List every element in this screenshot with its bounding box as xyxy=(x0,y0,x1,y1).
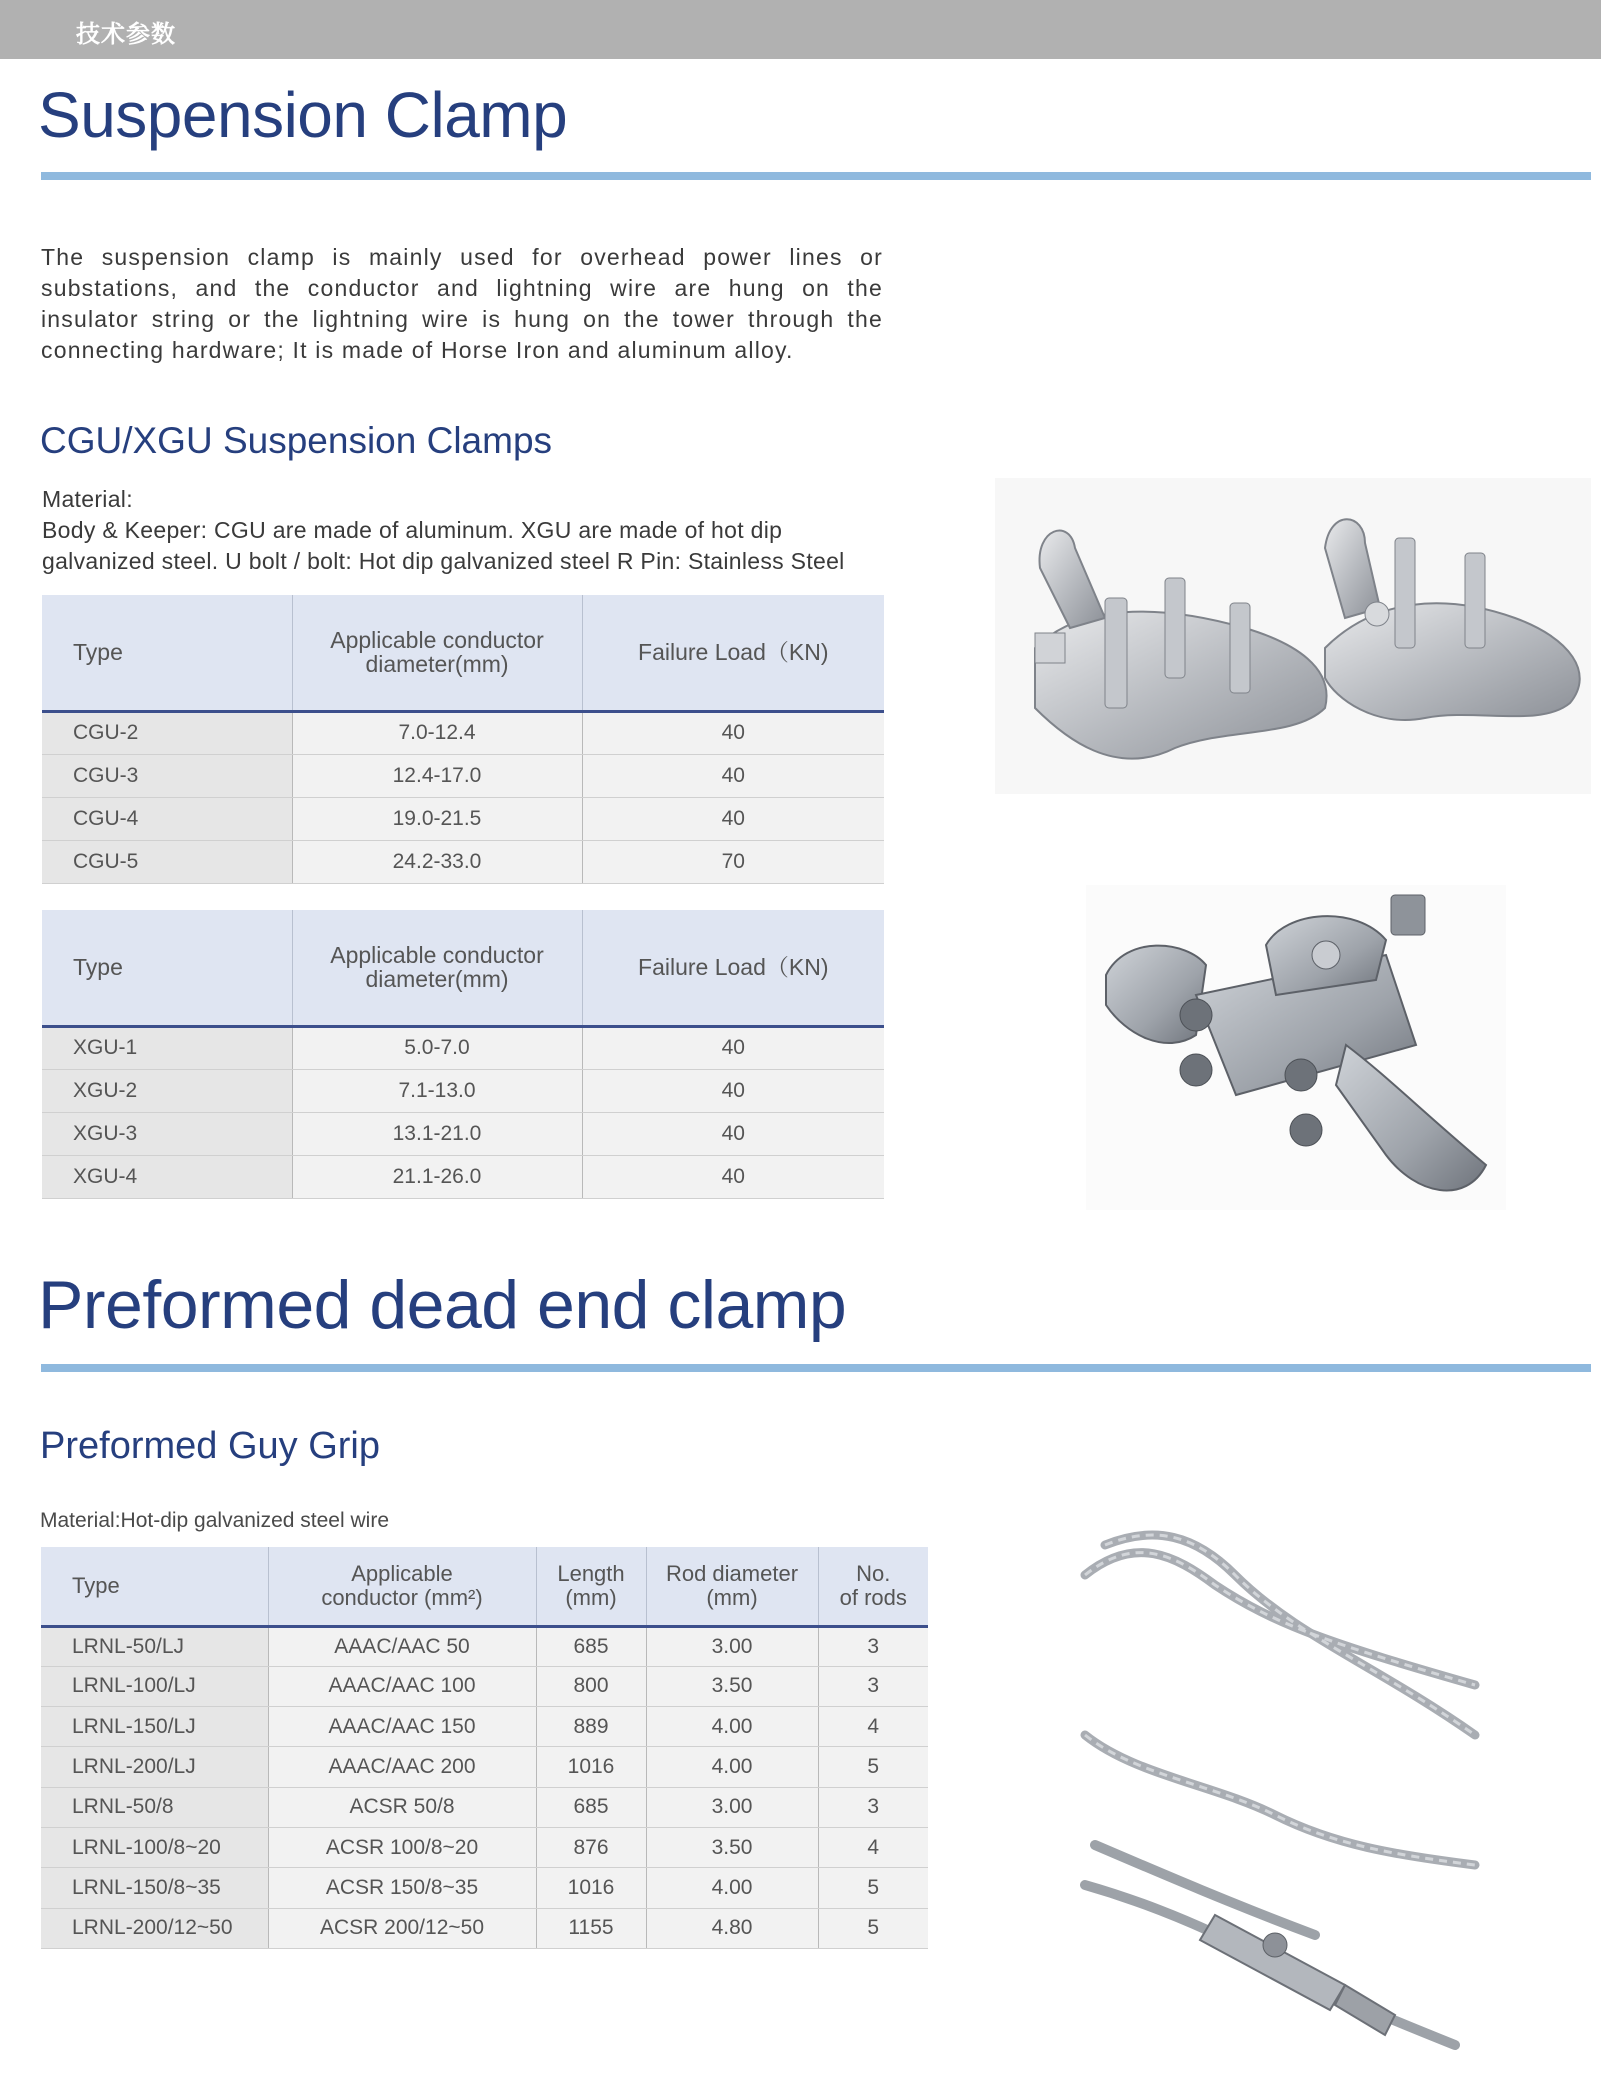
cell-conductor: AAAC/AAC 200 xyxy=(268,1747,536,1787)
cell-diameter: 12.4-17.0 xyxy=(292,754,582,797)
cell-rod-diameter: 3.50 xyxy=(646,1827,818,1867)
cell-rod-diameter: 4.80 xyxy=(646,1908,818,1948)
cell-rod-diameter: 3.50 xyxy=(646,1666,818,1706)
cell-rod-diameter: 4.00 xyxy=(646,1747,818,1787)
description-paragraph: The suspension clamp is mainly used for overhead power lines or substations, and the conductor and lightning wire are hung on the insulator string or the lightning wire is hung on the tower through the connecting hardware; It is made of Horse Iron and aluminum alloy. xyxy=(41,244,883,363)
cell-no-of-rods: 4 xyxy=(818,1707,928,1747)
cell-load: 40 xyxy=(582,711,884,754)
title-divider xyxy=(41,1364,1591,1372)
title-divider xyxy=(41,172,1591,180)
cgu-xgu-subtitle: CGU/XGU Suspension Clamps xyxy=(40,420,553,461)
cell-type: XGU-1 xyxy=(42,1026,292,1069)
guy-grip-spec-table xyxy=(41,1547,928,1949)
table-row xyxy=(41,1666,928,1706)
cgu-clamp-photo xyxy=(995,478,1591,794)
cgu-spec-table xyxy=(42,595,884,884)
col-header-type: Type xyxy=(42,910,292,1026)
cell-conductor: ACSR 100/8~20 xyxy=(268,1827,536,1867)
cell-no-of-rods: 5 xyxy=(818,1747,928,1787)
cell-load: 40 xyxy=(582,754,884,797)
cell-no-of-rods: 5 xyxy=(818,1868,928,1908)
table-row xyxy=(41,1868,928,1908)
top-header-bar xyxy=(0,0,1601,59)
cell-conductor: AAAC/AAC 150 xyxy=(268,1707,536,1747)
col-header-length: Length (mm) xyxy=(536,1547,646,1626)
cell-length: 685 xyxy=(536,1626,646,1666)
col-header-type: Type xyxy=(41,1547,268,1626)
cell-load: 40 xyxy=(582,797,884,840)
table-row xyxy=(42,711,884,754)
cell-length: 685 xyxy=(536,1787,646,1827)
table-row xyxy=(42,797,884,840)
cell-type: XGU-2 xyxy=(42,1069,292,1112)
xgu-spec-table xyxy=(42,910,884,1199)
cell-rod-diameter: 3.00 xyxy=(646,1787,818,1827)
table-row xyxy=(42,1112,884,1155)
cell-load: 40 xyxy=(582,1069,884,1112)
page-title-suspension-clamp: Suspension Clamp xyxy=(38,79,568,151)
cell-diameter: 19.0-21.5 xyxy=(292,797,582,840)
col-header-rod-diameter: Rod diameter (mm) xyxy=(646,1547,818,1626)
cell-type: LRNL-200/12~50 xyxy=(41,1908,268,1948)
col-header-failure-load: Failure Load（KN) xyxy=(582,910,884,1026)
cell-type: LRNL-50/LJ xyxy=(41,1626,268,1666)
cell-load: 40 xyxy=(582,1155,884,1198)
cell-diameter: 7.0-12.4 xyxy=(292,711,582,754)
cell-conductor: ACSR 200/12~50 xyxy=(268,1908,536,1948)
table-row xyxy=(42,1155,884,1198)
xgu-clamp-photo xyxy=(1086,885,1506,1210)
col-header-conductor: Applicable conductor (mm²) xyxy=(268,1547,536,1626)
col-header-type: Type xyxy=(42,595,292,711)
cell-no-of-rods: 5 xyxy=(818,1908,928,1948)
cell-diameter: 21.1-26.0 xyxy=(292,1155,582,1198)
table-header-row xyxy=(42,910,884,1026)
cell-type: CGU-4 xyxy=(42,797,292,840)
cell-rod-diameter: 3.00 xyxy=(646,1626,818,1666)
cell-type: LRNL-150/LJ xyxy=(41,1707,268,1747)
cell-no-of-rods: 3 xyxy=(818,1666,928,1706)
cell-length: 889 xyxy=(536,1707,646,1747)
table-header-row xyxy=(41,1547,928,1626)
table-row xyxy=(41,1787,928,1827)
cell-diameter: 5.0-7.0 xyxy=(292,1026,582,1069)
cell-type: CGU-5 xyxy=(42,840,292,883)
cell-diameter: 7.1-13.0 xyxy=(292,1069,582,1112)
material-line: Material: xyxy=(42,486,133,512)
cell-type: LRNL-150/8~35 xyxy=(41,1868,268,1908)
cell-conductor: ACSR 50/8 xyxy=(268,1787,536,1827)
cell-type: LRNL-200/LJ xyxy=(41,1747,268,1787)
table-row xyxy=(41,1747,928,1787)
cell-type: LRNL-50/8 xyxy=(41,1787,268,1827)
cell-no-of-rods: 3 xyxy=(818,1787,928,1827)
cell-diameter: 24.2-33.0 xyxy=(292,840,582,883)
cell-type: XGU-4 xyxy=(42,1155,292,1198)
cell-type: LRNL-100/LJ xyxy=(41,1666,268,1706)
cell-load: 40 xyxy=(582,1112,884,1155)
table-row xyxy=(41,1626,928,1666)
cell-load: 70 xyxy=(582,840,884,883)
cell-conductor: AAAC/AAC 50 xyxy=(268,1626,536,1666)
cell-type: CGU-2 xyxy=(42,711,292,754)
material-line: Body & Keeper: CGU are made of aluminum. XGU are made of hot dip xyxy=(42,517,783,543)
col-header-failure-load: Failure Load（KN) xyxy=(582,595,884,711)
table-row xyxy=(42,1026,884,1069)
cell-rod-diameter: 4.00 xyxy=(646,1707,818,1747)
cell-type: CGU-3 xyxy=(42,754,292,797)
guy-grip-material: Material:Hot-dip galvanized steel wire xyxy=(40,1509,389,1532)
cell-length: 1016 xyxy=(536,1747,646,1787)
cell-length: 1155 xyxy=(536,1908,646,1948)
col-header-no-of-rods: No. of rods xyxy=(818,1547,928,1626)
cell-conductor: ACSR 150/8~35 xyxy=(268,1868,536,1908)
cell-type: LRNL-100/8~20 xyxy=(41,1827,268,1867)
cell-no-of-rods: 4 xyxy=(818,1827,928,1867)
table-row xyxy=(41,1908,928,1948)
guy-grip-photo xyxy=(1075,1515,1495,2060)
table-row xyxy=(41,1827,928,1867)
cell-conductor: AAAC/AAC 100 xyxy=(268,1666,536,1706)
guy-grip-subtitle: Preformed Guy Grip xyxy=(40,1425,380,1467)
cell-length: 1016 xyxy=(536,1868,646,1908)
cell-load: 40 xyxy=(582,1026,884,1069)
table-row xyxy=(42,754,884,797)
cell-no-of-rods: 3 xyxy=(818,1626,928,1666)
material-note xyxy=(42,484,845,577)
material-line: galvanized steel. U bolt / bolt: Hot dip galvanized steel R Pin: Stainless Steel xyxy=(42,548,845,574)
cell-length: 876 xyxy=(536,1827,646,1867)
col-header-diameter: Applicable conductor diameter(mm) xyxy=(292,595,582,711)
table-row xyxy=(41,1707,928,1747)
table-row xyxy=(42,1069,884,1112)
cell-diameter: 13.1-21.0 xyxy=(292,1112,582,1155)
table-header-row xyxy=(42,595,884,711)
cell-type: XGU-3 xyxy=(42,1112,292,1155)
cell-rod-diameter: 4.00 xyxy=(646,1868,818,1908)
page-title-preformed-dead-end-clamp: Preformed dead end clamp xyxy=(38,1267,847,1343)
section-label: 技术参数 xyxy=(76,20,176,48)
cell-length: 800 xyxy=(536,1666,646,1706)
table-row xyxy=(42,840,884,883)
col-header-diameter: Applicable conductor diameter(mm) xyxy=(292,910,582,1026)
